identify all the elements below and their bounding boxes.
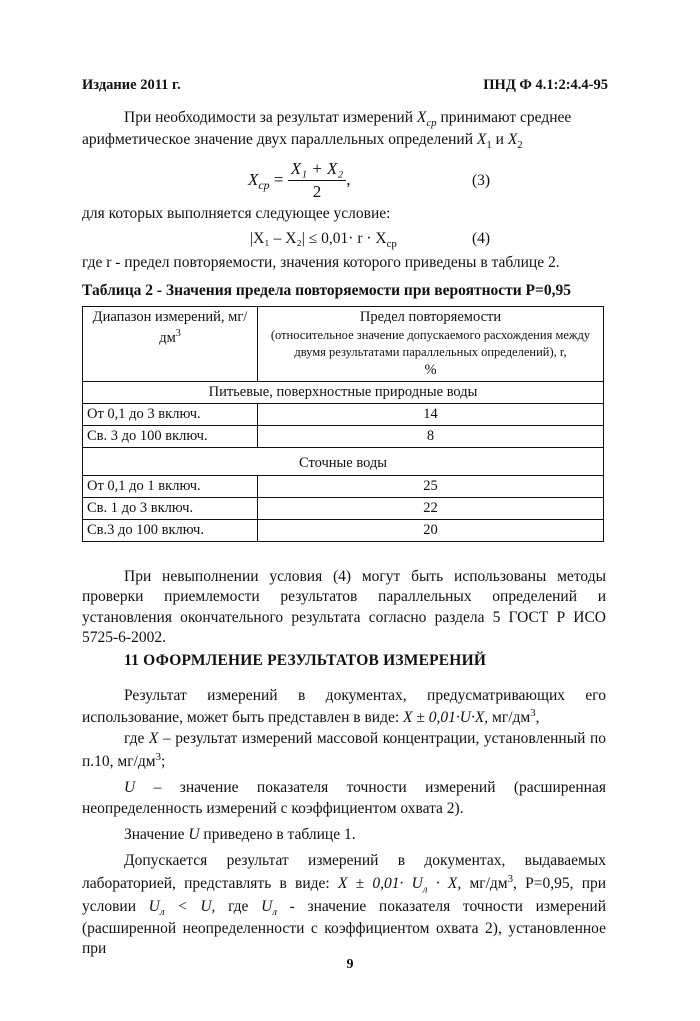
group-title: Сточные воды (83, 448, 604, 475)
intro-line-1: При необходимости за результат измерений $X_{ср}$ принимают среднее (124, 109, 572, 130)
condition-text: для которых выполняется следующее условие: (82, 205, 391, 222)
value-cell: 20 (258, 519, 604, 541)
formula-3-number: (3) (472, 172, 491, 189)
table-group-row (83, 382, 604, 404)
range-cell: От 0,1 до 1 включ. (83, 475, 258, 497)
table-row (83, 519, 604, 541)
where-r-text: где r - предел повторяемости, значения которого приведены в таблице 2. (82, 254, 560, 271)
range-cell: Св.3 до 100 включ. (83, 519, 258, 541)
range-cell: Св. 1 до 3 включ. (83, 497, 258, 519)
table-row (83, 426, 604, 448)
where-x-paragraph: где X – результат измерений массовой концентрации, установленный по п.10, $мг/дм^3$; (82, 730, 606, 770)
table-header-row (83, 307, 604, 382)
range-cell: Св. 3 до 100 включ. (83, 426, 258, 448)
section-11-title: 11 ОФОРМЛЕНИЕ РЕЗУЛЬТАТОВ ИЗМЕРЕНИЙ (124, 652, 487, 669)
group-title: Питьевые, поверхностные природные воды (83, 382, 604, 404)
value-cell: 22 (258, 497, 604, 519)
column-header-range: Диапазон измерений, $мг/дм^3$ (83, 307, 258, 382)
fraction: $\frac{\text{X₁ + X₂}}{2}$ (288, 158, 347, 204)
document-code-header: ПНД Ф 4.1:2:4.4-95 (483, 77, 608, 93)
table-row (83, 497, 604, 519)
table-2 (82, 306, 604, 542)
edition-header: Издание 2011 г. (82, 77, 181, 93)
value-cell: 25 (258, 475, 604, 497)
formula-3: $X_{ср}$ = $\frac{\text{X₁ + X₂}}{2}$ , (248, 158, 351, 204)
nonfulfillment-paragraph: При невыполнении условия (4) могут быть использованы методы проверки приемлемости результатов параллельных определений и установления окончательного результата согласно раздела 5 ГОСТ Р ИСО 5725-6-2002. (82, 568, 606, 647)
table-group-row (83, 448, 604, 475)
section-11-body (82, 686, 606, 960)
formula-4: $|X_1 - X_2| \le 0,01\cdot r \cdot X_{ср}$ (250, 230, 397, 251)
table-2-caption: Таблица 2 - Значения предела повторяемости при вероятности Р=0,95 (82, 282, 571, 299)
result-form-paragraph: Результат измерений в документах, предусматривающих его использование, может быть представлен в виде: X ± 0,01·U·X, $мг/дм^3$, (82, 687, 606, 727)
intro-paragraph (82, 108, 608, 153)
where-u-paragraph: U – значение показателя точности измерений (расширенная неопределенность измерений с коэффициентом охвата 2). (82, 779, 606, 817)
column-header-limit: Предел повторяемости (относительное значение допускаемого расхождения между двумя результатами параллельных определений), r, % (258, 307, 604, 382)
value-cell: 14 (258, 404, 604, 426)
formula-4-number: (4) (472, 230, 491, 247)
u-value-paragraph: Значение U приведено в таблице 1. (124, 826, 356, 844)
value-cell: 8 (258, 426, 604, 448)
table-row (83, 404, 604, 426)
range-cell: От 0,1 до 3 включ. (83, 404, 258, 426)
lab-result-paragraph: Допускается результат измерений в документах, выдаваемых лабораторией, представлять в виде: $X \pm 0,01\cdot U_л \cdot X$, $мг/дм^3$, Р=0,95, при условии $U_л < U$, где $U_л$ - значение показателя точности измерений (расширенной неопределенности с коэффициентом охвата 2), установленное при (82, 852, 607, 958)
intro-line-2: арифметическое значение двух параллельных определений $X_1$ и $X_2$ (82, 131, 523, 152)
table-row (83, 475, 604, 497)
page-number: 9 (346, 957, 354, 972)
